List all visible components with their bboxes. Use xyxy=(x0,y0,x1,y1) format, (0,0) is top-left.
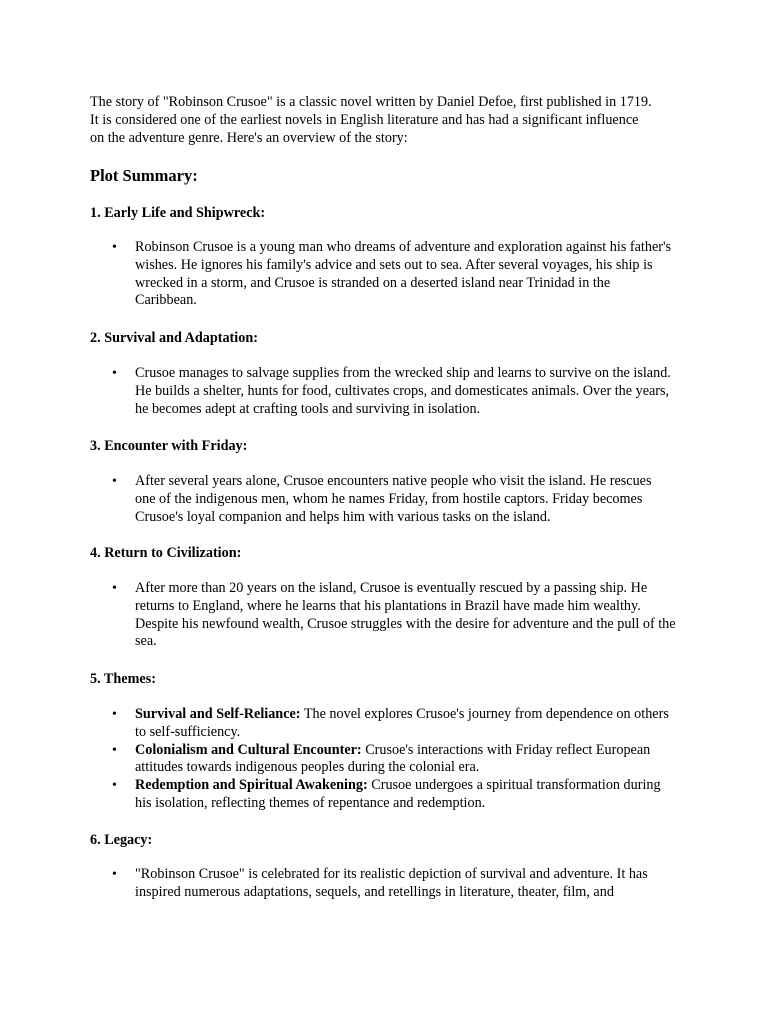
bullet-text: Crusoe's interactions with Friday reflect European attitudes towards indigenous peoples during the colonial era. xyxy=(135,741,651,776)
bullet-icon: • xyxy=(112,474,117,489)
bullet-text: Robinson Crusoe is a young man who dreams of adventure and exploration against his father's wishes. He ignores his family's advice and sets out to sea. After several voyages, his ship is wrecked in a storm, and Crusoe is stranded on a deserted island near Trinidad in the Caribbean. xyxy=(135,239,672,309)
theme-lead: Colonialism and Cultural Encounter: xyxy=(135,741,362,758)
bullet-text: After several years alone, Crusoe encounters native people who visit the island. He rescues one of the indigenous men, whom he names Friday, from hostile captors. Friday becomes Crusoe's loyal companion and helps him with various tasks on the island. xyxy=(135,473,652,525)
bullet-text: The novel explores Crusoe's journey from dependence on others to self-sufficiency. xyxy=(135,706,669,740)
list-item xyxy=(90,706,675,742)
section-title-survival: 2. Survival and Adaptation: xyxy=(90,330,258,346)
section-title-early-life: 1. Early Life and Shipwreck: xyxy=(90,205,266,221)
section-list-early-life xyxy=(90,239,675,310)
document-page xyxy=(90,93,690,900)
section-list-legacy xyxy=(90,866,675,902)
list-item xyxy=(90,473,675,526)
bullet-icon: • xyxy=(112,867,117,882)
bullet-text: "Robinson Crusoe" is celebrated for its realistic depiction of survival and adventure. It has inspired numerous adaptations, sequels, and retellings in literature, theater, film, and xyxy=(135,866,648,900)
list-item xyxy=(90,777,675,813)
section-list-survival xyxy=(90,365,675,418)
theme-lead: Redemption and Spiritual Awakening: xyxy=(135,777,368,794)
bullet-icon: • xyxy=(112,581,117,596)
plot-summary-heading: Plot Summary: xyxy=(90,166,198,185)
section-title-friday: 3. Encounter with Friday: xyxy=(90,438,248,454)
list-item xyxy=(90,239,675,310)
theme-lead: Survival and Self-Reliance: xyxy=(135,706,301,722)
section-list-themes xyxy=(90,706,675,813)
bullet-text: Crusoe manages to salvage supplies from the wrecked ship and learns to survive on the island. He builds a shelter, hunts for food, cultivates crops, and domesticates animals. Over the years, he becomes adept at crafting tools and surviving in isolation. xyxy=(135,365,671,417)
bullet-icon: • xyxy=(112,366,117,381)
section-title-return: 4. Return to Civilization: xyxy=(90,545,242,561)
bullet-icon: • xyxy=(112,778,117,794)
list-item xyxy=(90,742,675,778)
bullet-icon: • xyxy=(112,707,117,722)
section-title-legacy: 6. Legacy: xyxy=(90,832,153,848)
bullet-text: Crusoe undergoes a spiritual transformation during his isolation, reflecting themes of repentance and redemption. xyxy=(135,777,661,811)
bullet-icon: • xyxy=(112,240,117,255)
bullet-text: After more than 20 years on the island, Crusoe is eventually rescued by a passing ship. He returns to England, where he learns that his plantations in Brazil have made him wealthy. Despite his newfound wealth, Crusoe struggles with the desire for adventure and the pull of the sea. xyxy=(135,580,676,650)
intro-paragraph: The story of "Robinson Crusoe" is a classic novel written by Daniel Defoe, first published in 1719. It is considered one of the earliest novels in English literature and has had a significant influence on the adventure genre. Here's an overview of the story: xyxy=(90,94,652,146)
list-item xyxy=(90,365,675,418)
section-title-themes: 5. Themes: xyxy=(90,671,156,687)
list-item xyxy=(90,866,675,902)
bullet-icon: • xyxy=(112,742,117,758)
section-list-friday xyxy=(90,473,675,526)
list-item xyxy=(90,580,685,651)
section-list-return xyxy=(90,580,685,651)
